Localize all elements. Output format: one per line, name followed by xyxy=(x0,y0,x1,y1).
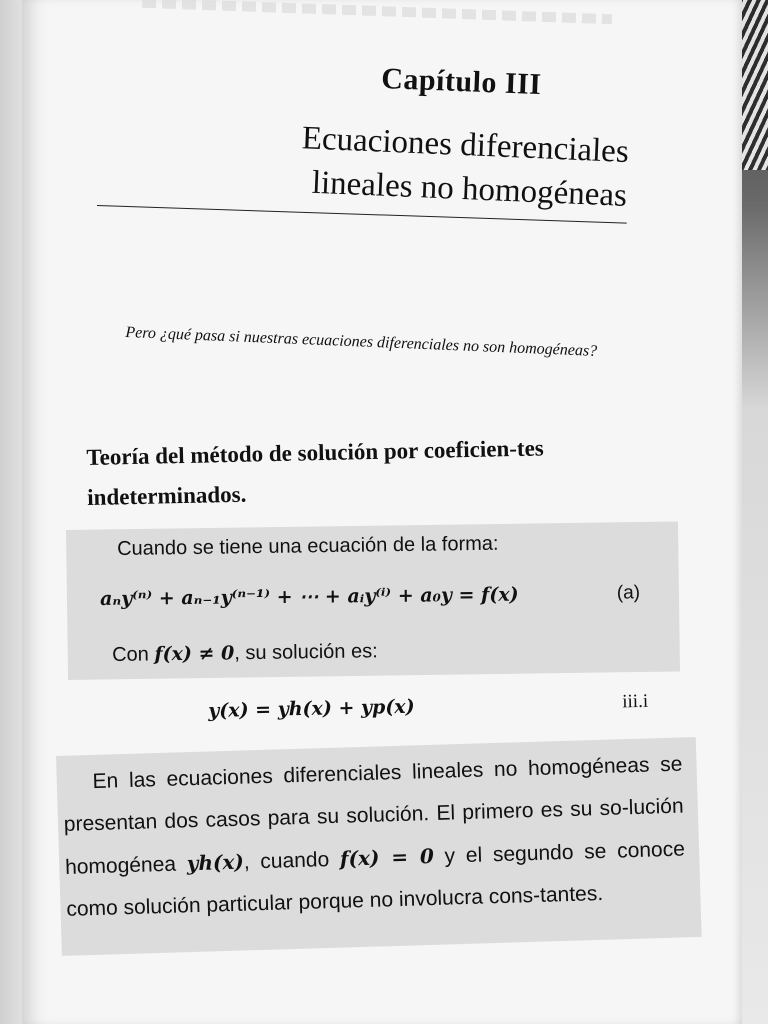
paragraph-math-1: yh(x) xyxy=(186,849,245,876)
condition-math: f(x) ≠ 0 xyxy=(154,642,235,666)
paragraph-math-2: f(x) = 0 xyxy=(339,844,435,871)
paragraph-text-1: En las ecuaciones diferenciales lineales no homogéneas se presentan dos casos para su solución. El primero es su so-lución homogénea xyxy=(63,752,684,879)
condition-prefix: Con xyxy=(112,643,150,666)
paragraph-text-3: y el segundo se conoce como solución particular porque no involucra cons-tantes. xyxy=(66,837,686,921)
chapter-title xyxy=(196,112,629,218)
chapter-title-line-2: lineales no homogéneas xyxy=(311,164,628,214)
equation-label-a: (a) xyxy=(616,582,641,604)
general-equation: aₙy⁽ⁿ⁾ + aₙ₋₁y⁽ⁿ⁻¹⁾ + ⋯ + aᵢy⁽ⁱ⁾ + a₀y = f(x) xyxy=(100,583,519,610)
condition-row xyxy=(112,640,378,667)
bleed-through-text xyxy=(142,0,612,24)
box-intro-text: Cuando se tiene una ecuación de la forma: xyxy=(117,532,499,560)
section-heading: Teoría del método de solución por coeficien-tes indeterminados. xyxy=(86,435,544,510)
solution-equation: y(x) = yh(x) + yp(x) xyxy=(208,695,415,722)
book-page xyxy=(22,0,742,1024)
chapter-heading: Capítulo III xyxy=(380,62,543,102)
paragraph-text-2: , cuando xyxy=(243,847,341,874)
condition-suffix: , su solución es: xyxy=(234,640,378,665)
solution-label: iii.i xyxy=(622,690,649,713)
epigraph: Pero ¿qué pasa si nuestras ecuaciones diferenciales no son homogéneas? xyxy=(125,323,598,360)
solution-row xyxy=(208,691,648,723)
explanation-paragraph xyxy=(62,744,687,931)
chapter-title-line-1: Ecuaciones diferenciales xyxy=(301,120,630,170)
